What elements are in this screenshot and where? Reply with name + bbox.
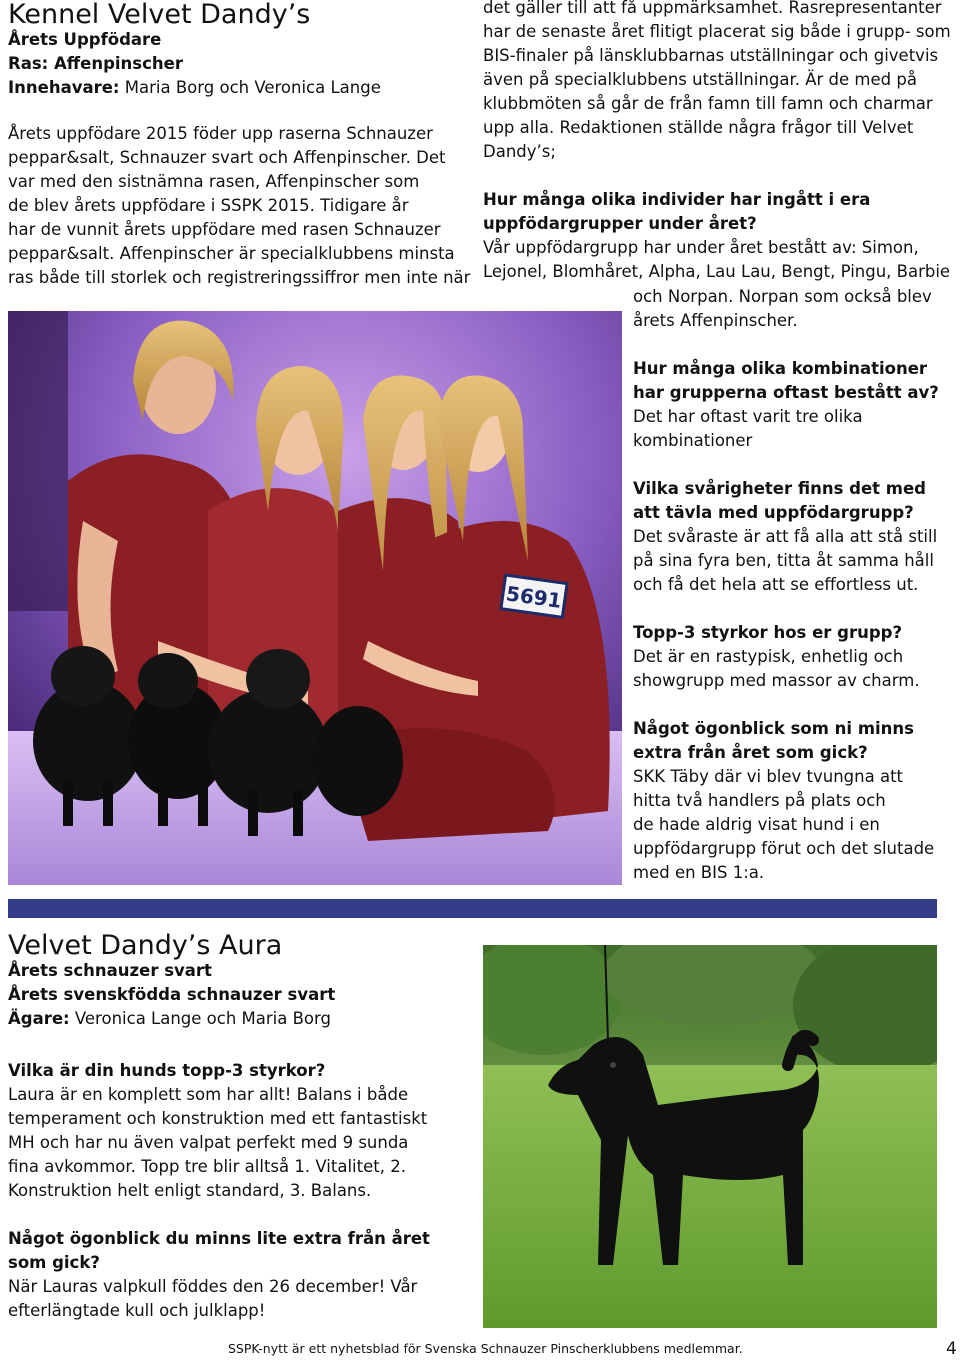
- breeders-group-illustration: [8, 311, 622, 885]
- bib-number: 5691: [504, 581, 564, 613]
- question-heading: Något ögonblick du minns lite extra från året: [8, 1229, 430, 1248]
- answer-line: temperament och konstruktion med ett fantastiskt: [8, 1109, 428, 1128]
- article1-column2: [483, 0, 953, 284]
- article1-intro: [8, 122, 478, 290]
- intro-line: peppar&salt. Affenpinscher är specialklubbens minsta: [8, 244, 455, 263]
- answer-line: efterlängtade kull och julklapp!: [8, 1301, 266, 1320]
- answer-line: och få det hela att se effortless ut.: [633, 575, 919, 594]
- body-line: upp alla. Redaktionen ställde några frågor till Velvet: [483, 118, 914, 137]
- intro-line: Årets uppfödare 2015 föder upp raserna Schnauzer: [8, 124, 433, 143]
- schnauzer-photo: [483, 945, 937, 1328]
- body-line: har de senaste året flitigt placerat sig både i grupp- som: [483, 22, 951, 41]
- answer-line: Det har oftast varit tre olika: [633, 407, 863, 426]
- article1-owners: [8, 76, 468, 100]
- question-heading: Topp-3 styrkor hos er grupp?: [633, 623, 903, 642]
- question-heading: som gick?: [8, 1253, 100, 1272]
- intro-line: peppar&salt, Schnauzer svart och Affenpinscher. Det: [8, 148, 446, 167]
- article2-owner: [8, 1007, 478, 1031]
- intro-line: har de vunnit årets uppfödare med rasen Schnauzer: [8, 220, 441, 239]
- owners-label: Innehavare:: [8, 78, 120, 97]
- question-heading: att tävla med uppfödargrupp?: [633, 503, 914, 522]
- article1-qa-column: [633, 285, 953, 885]
- owner-value: Veronica Lange och Maria Borg: [69, 1009, 331, 1028]
- page-number: 4: [946, 1339, 957, 1359]
- answer-line: på sina fyra ben, titta åt samma håll: [633, 551, 934, 570]
- schnauzer-illustration: [483, 945, 937, 1328]
- answer-line: Vår uppfödargrupp har under året bestått av: Simon,: [483, 238, 919, 257]
- answer-line: Det är en rastypisk, enhetlig och: [633, 647, 904, 666]
- article1-subtitle-breed: Ras: Affenpinscher: [8, 54, 183, 73]
- question-heading: uppfödargrupper under året?: [483, 214, 757, 233]
- breeders-group-photo: [8, 311, 622, 885]
- answer-line: SKK Täby där vi blev tvungna att: [633, 767, 904, 786]
- article2-header: [8, 931, 478, 1031]
- footer-text: SSPK-nytt är ett nyhetsblad för Svenska Schnauzer Pinscherklubbens medlemmar.: [228, 1341, 743, 1356]
- body-line: klubbmöten så går de från famn till famn och charmar: [483, 94, 933, 113]
- article1-title: Kennel Velvet Dandy’s: [8, 0, 311, 30]
- owners-value: Maria Borg och Veronica Lange: [119, 78, 381, 97]
- question-heading: Hur många olika kombinationer: [633, 359, 928, 378]
- answer-line: hitta två handlers på plats och: [633, 791, 886, 810]
- question-heading: Något ögonblick som ni minns: [633, 719, 914, 738]
- article2-title: Velvet Dandy’s Aura: [8, 930, 283, 961]
- question-heading: Vilka svårigheter finns det med: [633, 479, 926, 498]
- article2-subtitle-award-2: Årets svenskfödda schnauzer svart: [8, 985, 336, 1004]
- intro-line: de blev årets uppfödare i SSPK 2015. Tidigare år: [8, 196, 409, 215]
- answer-line: Lejonel, Blomhåret, Alpha, Lau Lau, Bengt, Pingu, Barbie: [483, 262, 951, 281]
- answer-line: MH och har nu även valpat perfekt med 9 sunda: [8, 1133, 409, 1152]
- section-divider: [8, 899, 937, 918]
- question-heading: extra från året som gick?: [633, 743, 868, 762]
- answer-line: showgrupp med massor av charm.: [633, 671, 920, 690]
- article1-subtitle-award: Årets Uppfödare: [8, 30, 162, 49]
- answer-line: Det svåraste är att få alla att stå still: [633, 527, 938, 546]
- answer-line: fina avkommor. Topp tre blir alltså 1. Vitalitet, 2.: [8, 1157, 406, 1176]
- article2-body: [8, 1059, 478, 1323]
- answer-line: kombinationer: [633, 431, 753, 450]
- answer-line: Konstruktion helt enligt standard, 3. Balans.: [8, 1181, 372, 1200]
- body-line: även på specialklubbens utställningar. Är de med på: [483, 70, 917, 89]
- answer-line: uppfödargrupp förut och det slutade: [633, 839, 935, 858]
- intro-line: var med den sistnämna rasen, Affenpinscher som: [8, 172, 420, 191]
- body-line: Dandy’s;: [483, 142, 556, 161]
- answer-line: årets Affenpinscher.: [633, 311, 798, 330]
- article1-header: [8, 0, 468, 100]
- answer-line: Laura är en komplett som har allt! Balans i både: [8, 1085, 409, 1104]
- answer-line: och Norpan. Norpan som också blev: [633, 287, 932, 306]
- question-heading: Hur många olika individer har ingått i era: [483, 190, 871, 209]
- intro-line: ras både till storlek och registreringssiffror men inte när: [8, 268, 471, 287]
- article2-subtitle-award: Årets schnauzer svart: [8, 961, 212, 980]
- question-heading: Vilka är din hunds topp-3 styrkor?: [8, 1061, 326, 1080]
- question-heading: har grupperna oftast bestått av?: [633, 383, 939, 402]
- body-line: det gäller till att få uppmärksamhet. Rasrepresentanter: [483, 0, 942, 17]
- owner-label: Ägare:: [8, 1009, 70, 1028]
- body-line: BIS-finaler på länsklubbarnas utställningar och givetvis: [483, 46, 939, 65]
- answer-line: med en BIS 1:a.: [633, 863, 765, 882]
- answer-line: de hade aldrig visat hund i en: [633, 815, 880, 834]
- answer-line: När Lauras valpkull föddes den 26 december! Vår: [8, 1277, 418, 1296]
